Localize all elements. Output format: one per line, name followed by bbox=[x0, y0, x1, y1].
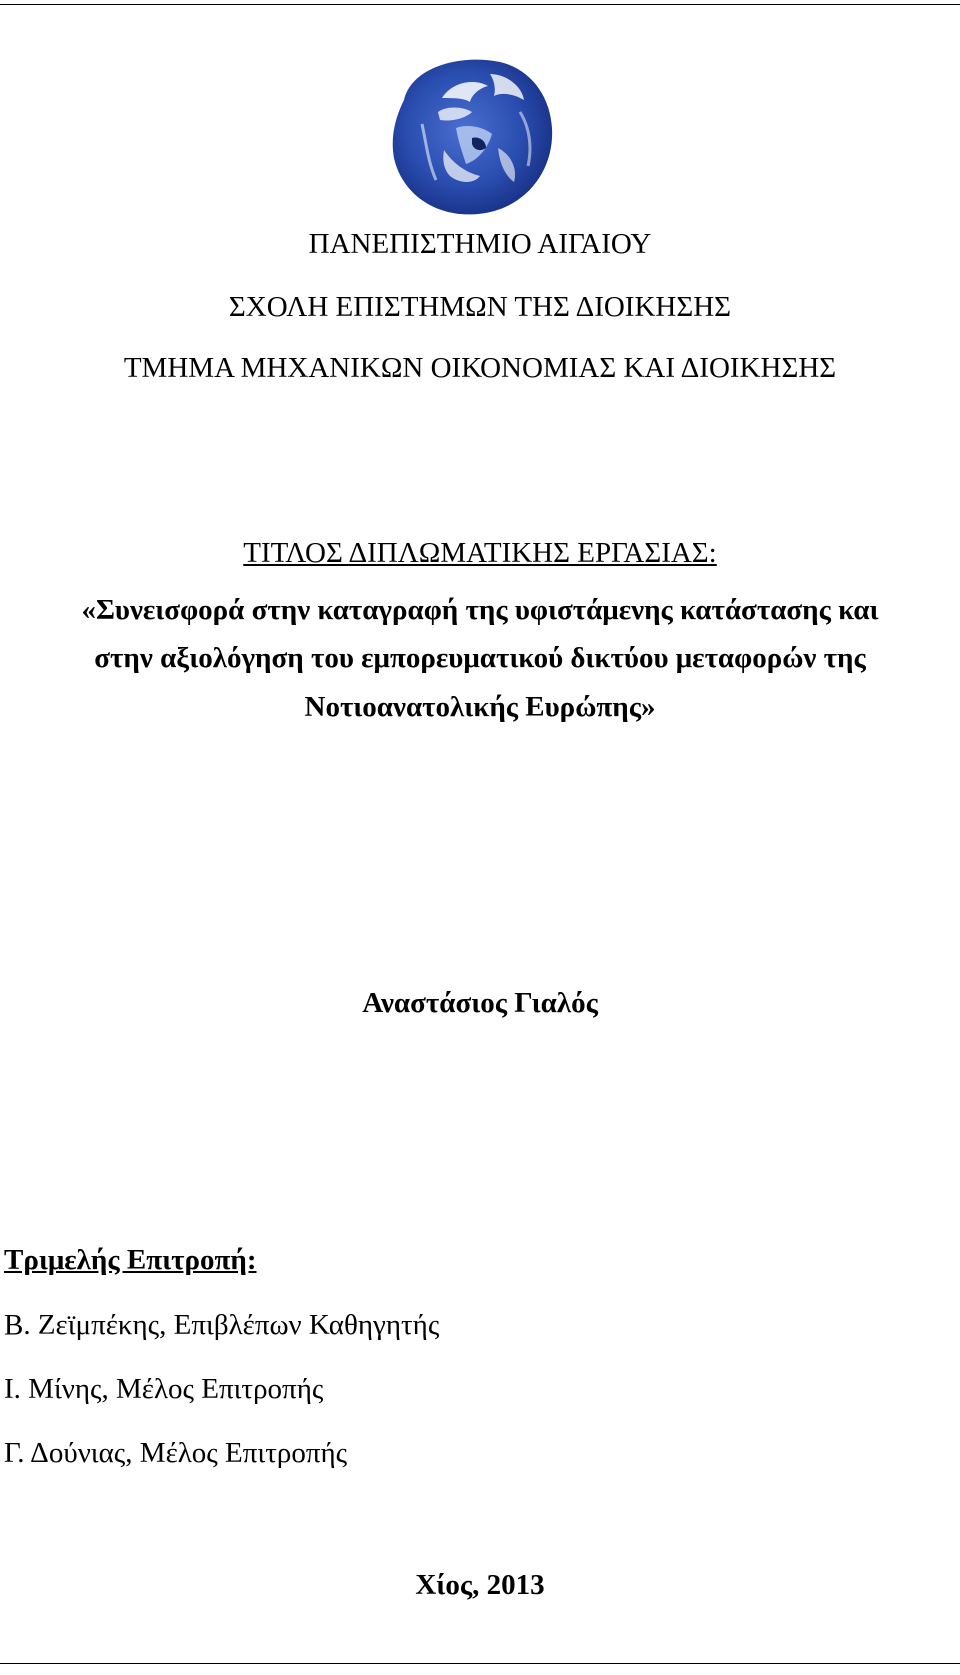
university-seal-icon bbox=[382, 52, 560, 218]
committee-member: Β. Ζεϊμπέκης, Επιβλέπων Καθηγητής bbox=[4, 1309, 440, 1341]
thesis-heading: ΤΙΤΛΟΣ ΔΙΠΛΩΜΑΤΙΚΗΣ ΕΡΓΑΣΙΑΣ: bbox=[243, 537, 717, 569]
thesis-title-line-1: «Συνεισφορά στην καταγραφή της υφιστάμενης κατάστασης και bbox=[81, 594, 879, 626]
place-date: Χίος, 2013 bbox=[415, 1569, 545, 1601]
committee-member: Γ. Δούνιας, Μέλος Επιτροπής bbox=[4, 1437, 348, 1469]
university-name: ΠΑΝΕΠΙΣΤΗΜΙΟ ΑΙΓΑΙΟΥ bbox=[308, 228, 652, 260]
thesis-title-line-2: στην αξιολόγηση του εμπορευματικού δικτύου μεταφορών της bbox=[94, 642, 866, 674]
department-name: ΤΜΗΜΑ ΜΗΧΑΝΙΚΩΝ ΟΙΚΟΝΟΜΙΑΣ ΚΑΙ ΔΙΟΙΚΗΣΗΣ bbox=[123, 352, 837, 384]
committee-member: Ι. Μίνης, Μέλος Επιτροπής bbox=[4, 1373, 324, 1405]
bottom-rule bbox=[0, 1663, 960, 1664]
committee-heading: Τριμελής Επιτροπή: bbox=[4, 1244, 257, 1276]
author-name: Αναστάσιος Γιαλός bbox=[362, 987, 598, 1019]
school-name: ΣΧΟΛΗ ΕΠΙΣΤΗΜΩΝ ΤΗΣ ΔΙΟΙΚΗΣΗΣ bbox=[228, 291, 732, 323]
top-rule bbox=[0, 4, 960, 5]
thesis-title-line-3: Νοτιοανατολικής Ευρώπης» bbox=[304, 691, 656, 723]
